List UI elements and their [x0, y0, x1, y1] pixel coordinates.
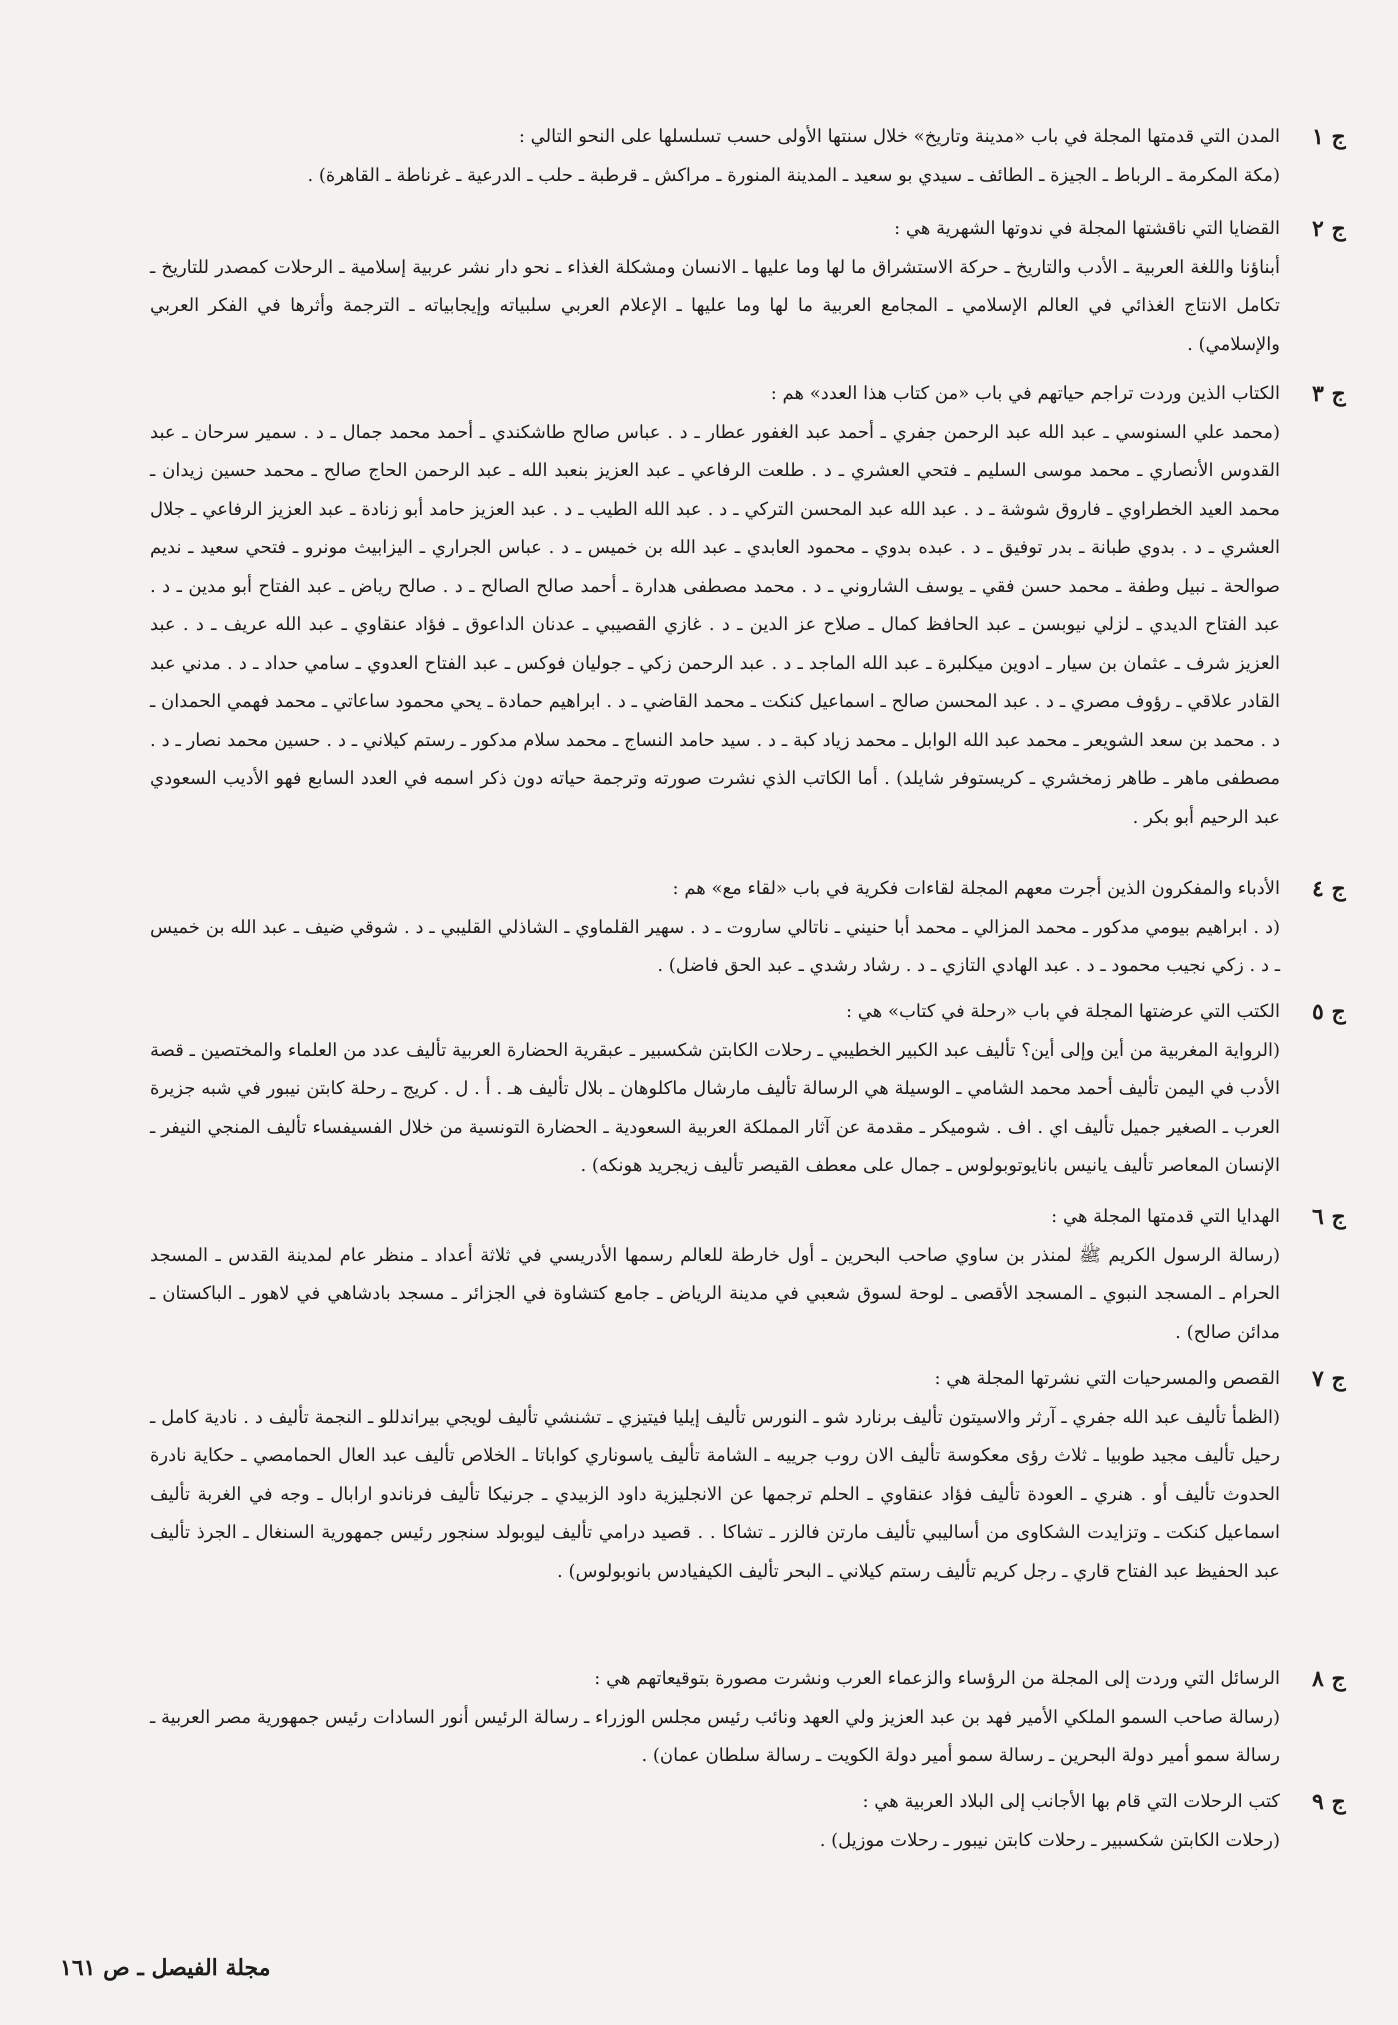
answer-7 — [150, 1360, 1346, 1591]
answer-number: ج ٤ — [1312, 876, 1346, 902]
answer-3 — [150, 375, 1346, 837]
answer-body: (رحلات الكابتن شكسبير ـ رحلات كابتن نيبور ـ رحلات موزيل) . — [819, 1829, 1280, 1851]
answer-intro: كتب الرحلات التي قام بها الأجانب إلى البلاد العربية هي : — [862, 1791, 1280, 1812]
answer-number: ج ٢ — [1312, 216, 1346, 242]
answer-number: ج ٩ — [1312, 1789, 1346, 1815]
answer-4 — [150, 870, 1346, 986]
answer-5 — [150, 993, 1346, 1186]
answer-body: (رسالة صاحب السمو الملكي الأمير فهد بن عبد العزيز ولي العهد ونائب رئيس مجلس الوزراء ـ رسالة الرئيس أنور السادات رئيس جمهورية مصر العربية ـ رسالة سمو أمير دولة البحرين ـ رسالة سمو أمير دولة الكويت ـ رسالة سلطان عمان) . — [150, 1706, 1280, 1766]
answer-intro: القضايا التي ناقشتها المجلة في ندوتها الشهرية هي : — [894, 218, 1280, 239]
answer-number: ج ٦ — [1312, 1204, 1346, 1230]
answer-9 — [150, 1783, 1346, 1860]
answer-1 — [150, 118, 1346, 195]
answer-body: أبناؤنا واللغة العربية ـ الأدب والتاريخ ـ حركة الاستشراق ما لها وما عليها ـ الانسان ومشكلة الغذاء ـ نحو دار نشر عربية إسلامية ـ الرحلات كمصدر للتاريخ ـ تكامل الانتاج الغذائي في العالم الإسلامي ـ المجامع العربية ما لها وما عليها ـ الإعلام العربي سلبياته وإيجابياته ـ الترجمة وأثرها في الفكر العربي والإسلامي) . — [150, 256, 1280, 355]
answer-8 — [150, 1660, 1346, 1776]
answer-number: ج ٧ — [1312, 1366, 1346, 1392]
answer-intro: المدن التي قدمتها المجلة في باب «مدينة وتاريخ» خلال سنتها الأولى حسب تسلسلها على النحو التالي : — [518, 126, 1280, 147]
page-footer: مجلة الفيصل ـ ص ١٦١ — [60, 1955, 271, 1981]
answer-intro: الأدباء والمفكرون الذين أجرت معهم المجلة لقاءات فكرية في باب «لقاء مع» هم : — [672, 878, 1280, 899]
answer-number: ج ٥ — [1312, 999, 1346, 1025]
answer-6 — [150, 1198, 1346, 1352]
answer-number: ج ١ — [1312, 124, 1346, 150]
answer-body: (د . ابراهيم بيومي مدكور ـ محمد المزالي ـ محمد أبا حنيني ـ ناتالي ساروت ـ د . سهير القلماوي ـ الشاذلي القليبي ـ د . شوقي ضيف ـ عبد الله بن خميس ـ د . زكي نجيب محمود ـ د . عبد الهادي التازي ـ د . رشاد رشدي ـ عبد الحق فاضل) . — [150, 916, 1280, 976]
answer-number: ج ٨ — [1312, 1666, 1346, 1692]
answer-body: (الظمأ تأليف عبد الله جفري ـ آرثر والاسيتون تأليف برنارد شو ـ النورس تأليف إيليا فيتيزي ـ تشنشي تأليف لويجي بيراندللو ـ النجمة تأليف د . نادية كامل ـ رحيل تأليف مجيد طوبيا ـ ثلاث رؤى معكوسة تأليف الان روب جرييه ـ الشامة تأليف ياسوناري كواباتا ـ الخلاص تأليف عبد العال الحمامصي ـ حكاية نادرة الحدوث تأليف أو . هنري ـ العودة تأليف فؤاد عنقاوي ـ الحلم ترجمها عن الانجليزية داود الزبيدي ـ جرنيكا تأليف فرناندو ارابال ـ وجه في الغربة تأليف اسماعيل كنكت ـ وتزايدت الشكاوى من أساليبي تأليف مارتن فالزر ـ تشاكا . . قصيد درامي تأليف ليوبولد سنجور رئيس جمهورية السنغال ـ الجرذ تأليف عبد الحفيظ عبد الفتاح قاري ـ رجل كريم تأليف رستم كيلاني ـ البحر تأليف الكيفيادس بانوبولوس) . — [150, 1406, 1280, 1582]
answer-body: (مكة المكرمة ـ الرباط ـ الجيزة ـ الطائف ـ سيدي بو سعيد ـ المدينة المنورة ـ مراكش ـ قرطبة ـ حلب ـ الدرعية ـ غرناطة ـ القاهرة) . — [307, 164, 1280, 186]
answer-intro: الهدايا التي قدمتها المجلة هي : — [1051, 1206, 1280, 1227]
answer-body: (محمد علي السنوسي ـ عبد الله عبد الرحمن جفري ـ أحمد عبد الغفور عطار ـ د . عباس صالح طاشكندي ـ أحمد محمد جمال ـ د . سمير سرحان ـ عبد القدوس الأنصاري ـ محمد موسى السليم ـ فتحي العشري ـ د . طلعت الرفاعي ـ عبد العزيز بنعبد الله ـ عبد الرحمن الحاج صالح ـ محمد حسين زيدان ـ محمد العيد الخطراوي ـ فاروق شوشة ـ د . عبد الله عبد المحسن التركي ـ د . عبد الله الطيب ـ د . عبد العزيز حامد أبو زنادة ـ عبد العزيز الرفاعي ـ جلال العشري ـ د . بدوي طبانة ـ بدر توفيق ـ د . عبده بدوي ـ محمود العابدي ـ عبد الله بن خميس ـ د . عباس الجراري ـ اليزابيث مونرو ـ فتحي سعيد ـ نديم صوالحة ـ نبيل وطفة ـ محمد حسن فقي ـ يوسف الشاروني ـ د . محمد مصطفى هدارة ـ أحمد صالح الصالح ـ د . صالح رياض ـ عبد الفتاح أبو مدين ـ د . عبد الفتاح الديدي ـ لزلي نيوبسن ـ عبد الحافظ كمال ـ صلاح عز الدين ـ د . غازي القصيبي ـ عدنان الداعوق ـ فؤاد عنقاوي ـ عبد الله عريف ـ د . عبد العزيز شرف ـ عثمان بن سيار ـ ادوين ميكلبرة ـ عبد الله الماجد ـ د . عبد الرحمن زكي ـ جوليان فوكس ـ عبد الفتاح العدوي ـ سامي حداد ـ د . مدني عبد القادر علاقي ـ رؤوف مصري ـ د . عبد المحسن صالح ـ اسماعيل كنكت ـ محمد القاضي ـ د . ابراهيم حمادة ـ يحي محمود ساعاتي ـ محمد فهمي الحمدان ـ د . محمد بن سعد الشويعر ـ محمد عبد الله الوابل ـ محمد زياد كبة ـ د . سيد حامد النساج ـ محمد سلام مدكور ـ رستم كيلاني ـ د . حسين محمد نصار ـ د . مصطفى ماهر ـ طاهر زمخشري ـ كريستوفر شايلد) . أما الكاتب الذي نشرت صورته وترجمة حياته دون ذكر اسمه في العدد السابع فهو الأديب السعودي عبد الرحيم أبو بكر . — [150, 421, 1280, 828]
answer-intro: الكتب التي عرضتها المجلة في باب «رحلة في كتاب» هي : — [845, 1001, 1280, 1022]
answer-intro: الكتاب الذين وردت تراجم حياتهم في باب «من كتاب هذا العدد» هم : — [770, 383, 1280, 404]
answer-number: ج ٣ — [1312, 381, 1346, 407]
answer-2 — [150, 210, 1346, 364]
answer-intro: الرسائل التي وردت إلى المجلة من الرؤساء والزعماء العرب ونشرت مصورة بتوقيعاتهم هي : — [594, 1668, 1280, 1689]
answer-body: (الرواية المغربية من أين وإلى أين؟ تأليف عبد الكبير الخطيبي ـ رحلات الكابتن شكسبير ـ عبقرية الحضارة العربية تأليف عدد من العلماء والمختصين ـ قصة الأدب في اليمن تأليف أحمد محمد الشامي ـ الوسيلة هي الرسالة تأليف مارشال ماكلوهان ـ بلال تأليف هـ . أ . ل . كريج ـ رحلة كابتن نيبور في شبه جزيرة العرب ـ الصغير جميل تأليف اي . اف . شوميكر ـ مقدمة عن آثار المملكة العربية السعودية ـ الحضارة التونسية من خلال الفسيفساء تأليف المنجي النيفر ـ الإنسان المعاصر تأليف يانيس بانايوتوبولوس ـ جمال على معطف القيصر تأليف زيجريد هونكه) . — [150, 1039, 1280, 1176]
answer-intro: القصص والمسرحيات التي نشرتها المجلة هي : — [934, 1368, 1280, 1389]
answer-body: (رسالة الرسول الكريم ﷺ لمنذر بن ساوي صاحب البحرين ـ أول خارطة للعالم رسمها الأدريسي في ثلاثة أعداد ـ منظر عام لمدينة القدس ـ المسجد الحرام ـ المسجد النبوي ـ المسجد الأقصى ـ لوحة لسوق شعبي في مدينة الرياض ـ جامع كتشاوة في الجزائر ـ مسجد بادشاهي في لاهور ـ الباكستان ـ مدائن صالح) . — [150, 1244, 1280, 1343]
